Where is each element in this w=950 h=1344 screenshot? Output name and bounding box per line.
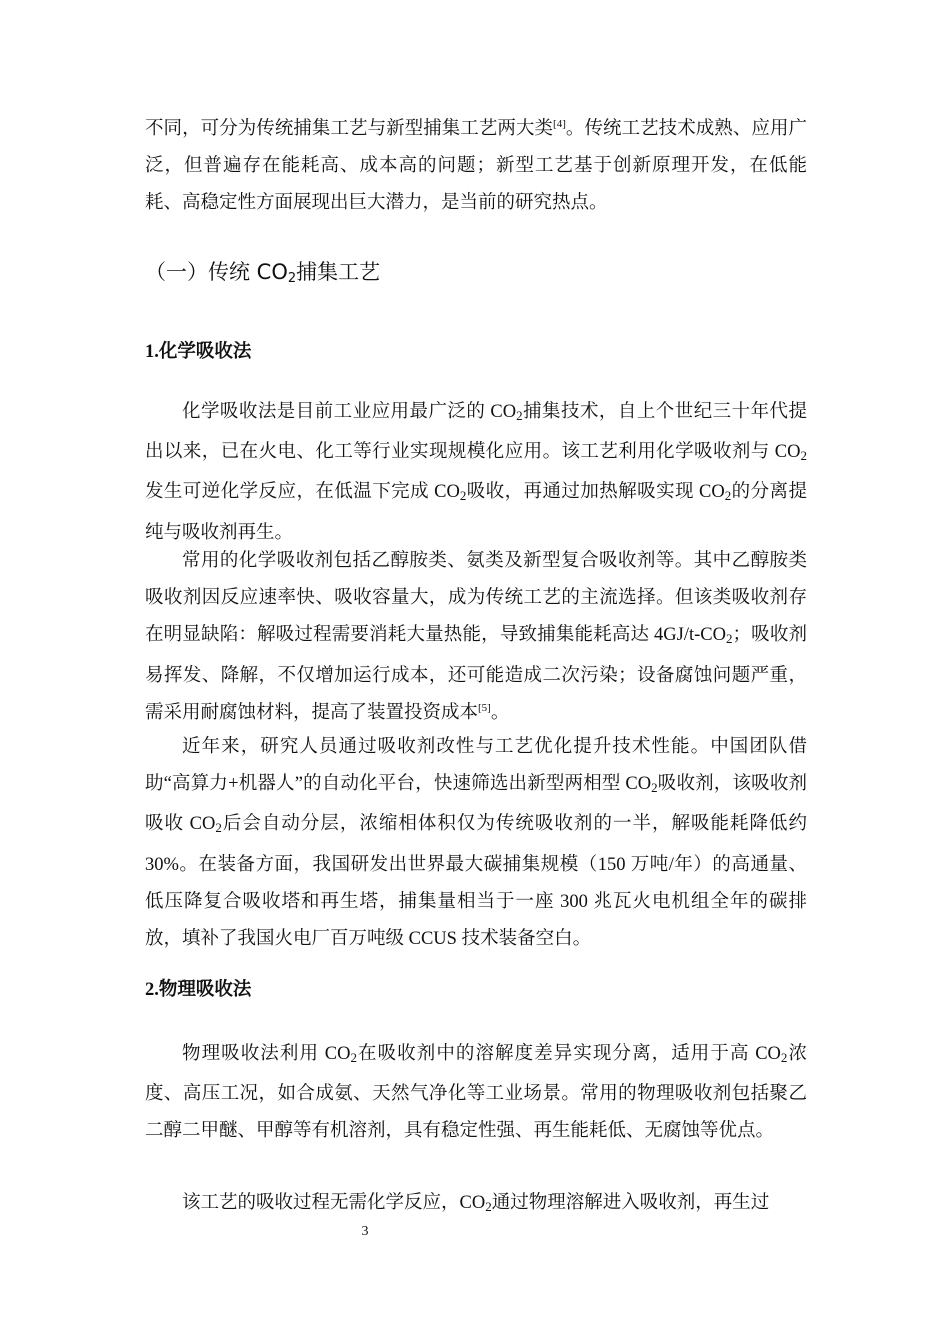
chemical-absorption-paragraph-1: 化学吸收法是目前工业应用最广泛的 $CO_2$捕集技术，自上个世纪三十年代提出以来，已在火电、化工等行业实现规模化应用。该工艺利用化学吸收剂与 $CO_2$发生可逆化学反应，在低温下完成 $CO_2$吸收，再通过加热解吸实现 $CO_2$的分离提纯与吸收剂再生。 <box>145 402 807 543</box>
subheading-chemical-absorption: 1.化学吸收法 <box>145 342 252 362</box>
page-number: 3 <box>361 1224 369 1239</box>
physical-absorption-paragraph-2: 该工艺的吸收过程无需化学反应，$CO_2$通过物理溶解进入吸收剂，再生过 <box>182 1193 770 1214</box>
intro-paragraph: 不同，可分为传统捕集工艺与新型捕集工艺两大类[4]。传统工艺技术成熟、应用广泛，但普遍存在能耗高、成本高的问题；新型工艺基于创新原理开发，在低能耗、高稳定性方面展现出巨大潜力，是当前的研究热点。 <box>145 118 807 214</box>
chemical-absorption-paragraph-3: 近年来，研究人员通过吸收剂改性与工艺优化提升技术性能。中国团队借助“高算力+机器人”的自动化平台，快速筛选出新型两相型 $CO_2$吸收剂，该吸收剂吸收 $CO_2$后会自动分层，浓缩相体积仅为传统吸收剂的一半，解吸能耗降低约 30%。在装备方面，我国研发出世界最大碳捕集规模（150 万吨/年）的高通量、低压降复合吸收塔和再生塔，捕集量相当于一座 300 兆瓦火电机组全年的碳排放，填补了我国火电厂百万吨级 CCUS 技术装备空白。 <box>145 737 807 950</box>
section-heading-traditional-capture: （一）传统 $CO_2$捕集工艺 <box>145 260 381 286</box>
subheading-physical-absorption: 2.物理吸收法 <box>145 980 252 1000</box>
citation-4[interactable]: [4] <box>553 118 566 130</box>
citation-5[interactable]: [5] <box>478 701 491 714</box>
chemical-absorption-paragraph-2: 常用的化学吸收剂包括乙醇胺类、氨类及新型复合吸收剂等。其中乙醇胺类吸收剂因反应速率快、吸收容量大，成为传统工艺的主流选择。但该类吸收剂存在明显缺陷：解吸过程需要消耗大量热能，导致捕集能耗高达 $4GJ/t-CO_2$；吸收剂易挥发、降解，不仅增加运行成本，还可能造成二次污染；设备腐蚀问题严重，需采用耐腐蚀材料，提高了装置投资成本[5]。 <box>145 551 807 723</box>
physical-absorption-paragraph-1: 物理吸收法利用 $CO_2$在吸收剂中的溶解度差异实现分离，适用于高 $CO_2$浓度、高压工况，如合成氨、天然气净化等工业场景。常用的物理吸收剂包括聚乙二醇二甲醚、甲醇等有机溶剂，具有稳定性强、再生能耗低、无腐蚀等优点。 <box>145 1044 807 1142</box>
